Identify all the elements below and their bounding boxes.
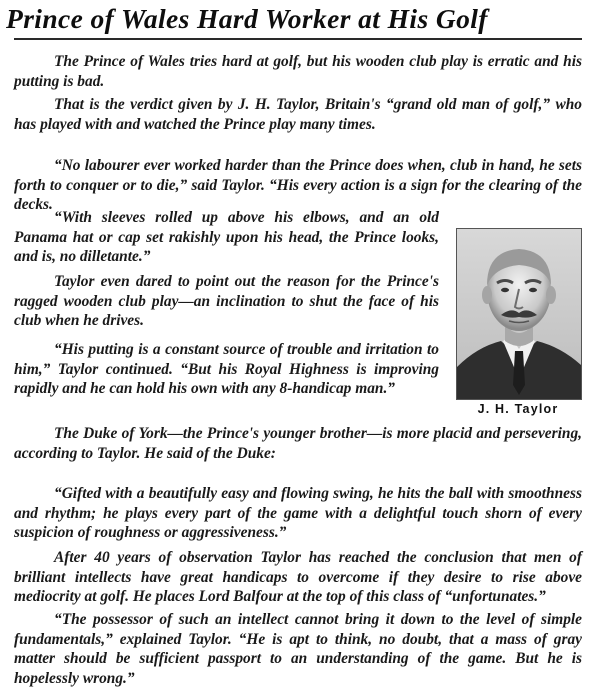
photo-caption: J. H. Taylor bbox=[477, 402, 559, 416]
paragraph-3: “No labourer ever worked harder than the Prince does when, club in hand, he sets forth to conquer or to die,” said Taylor. “His every action is a sign for the clearing of the decks. bbox=[14, 157, 582, 214]
paragraph-2: That is the verdict given by J. H. Taylor, Britain's “grand old man of golf,” who has played with and watched the Prince play many times. bbox=[14, 96, 582, 133]
portrait-photo bbox=[456, 228, 582, 400]
paragraph-7: The Duke of York—the Prince's younger brother—is more placid and persevering, according to Taylor. He said of the Duke: bbox=[14, 425, 582, 462]
paragraph-8: “Gifted with a beautifully easy and flowing swing, he hits the ball with smoothness and rhythm; he plays every part of the game with a delightful touch shorn of every suspicion of roughness or aggressiveness.” bbox=[14, 485, 582, 542]
paragraph-10: “The possessor of such an intellect cannot bring it down to the level of simple fundamentals,” explained Taylor. “He is apt to think, no doubt, that a mass of gray matter should be sufficient passport to an understanding of the game. But he is hopelessly wrong.” bbox=[14, 611, 582, 687]
paragraph-1: The Prince of Wales tries hard at golf, but his wooden club play is erratic and his putting is bad. bbox=[14, 53, 582, 90]
paragraph-4: “With sleeves rolled up above his elbows, and an old Panama hat or cap set rakishly upon his head, the Prince looks, and is, no dilletante.” bbox=[14, 209, 439, 266]
paragraph-6: “His putting is a constant source of trouble and irritation to him,” Taylor continued. “But his Royal Highness is improving rapidly and he can hold his own with any 8-handicap man.” bbox=[14, 341, 439, 398]
headline: Prince of Wales Hard Worker at His Golf bbox=[6, 3, 488, 34]
paragraph-5: Taylor even dared to point out the reason for the Prince's ragged wooden club play—an inclination to shut the face of his club when he drives. bbox=[14, 273, 439, 330]
paragraph-9: After 40 years of observation Taylor has reached the conclusion that men of brilliant intellects have great handicaps to overcome if they desire to rise above mediocrity at golf. He places Lord Balfour at the top of this class of “unfortunates.” bbox=[14, 549, 582, 606]
headline-rule bbox=[14, 38, 582, 40]
